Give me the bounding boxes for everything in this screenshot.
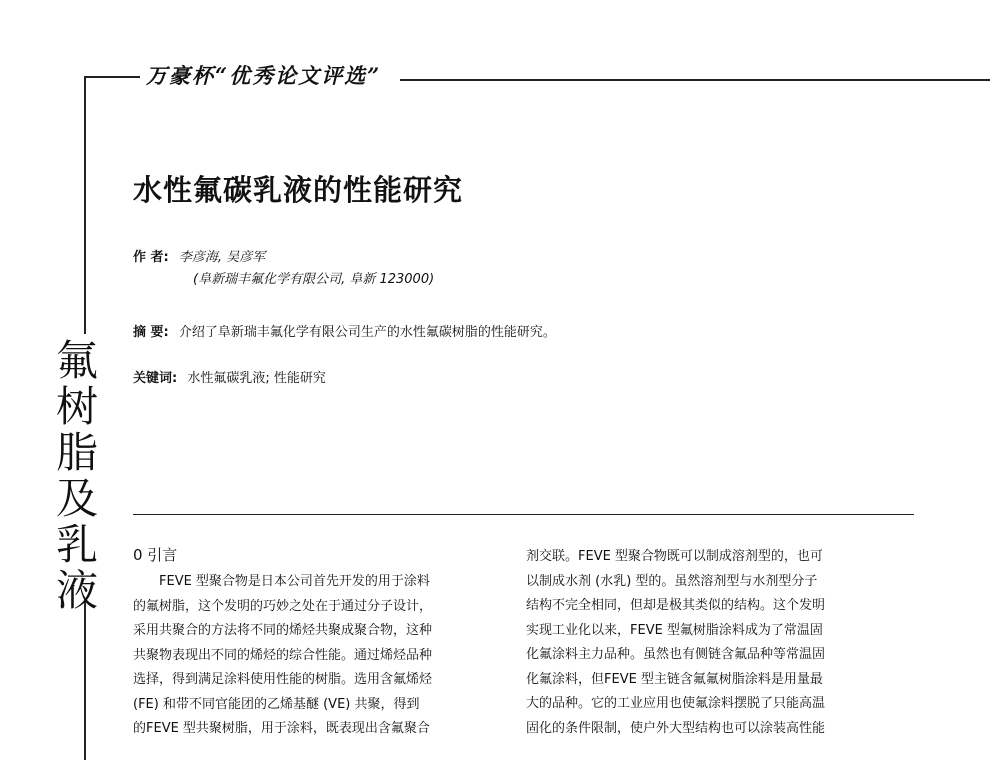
paragraph-line: 化氟涂料，但FEVE 型主链含氟氟树脂涂料是用量最 <box>526 671 823 687</box>
paragraph-line: 共聚物表现出不同的烯烃的综合性能。通过烯烃品种 <box>133 647 433 663</box>
section-divider <box>133 514 914 515</box>
paragraph-line: FEVE 型聚合物是日本公司首先开发的用于涂料 <box>133 574 430 589</box>
paragraph-line: 化氟涂料主力品种。虽然也有侧链含氟品种等常温固 <box>526 647 826 662</box>
keywords-text: 水性氟碳乳液; 性能研究 <box>187 371 326 386</box>
header-rule-left <box>84 76 140 78</box>
authors-line <box>133 249 265 267</box>
affiliation-line <box>193 271 434 289</box>
header-rule-right <box>400 79 990 81</box>
abstract-label: 摘 要: <box>133 325 169 340</box>
paragraph-line: 选择，得到满足涂料使用性能的树脂。选用含氟烯烃 <box>133 672 433 687</box>
side-char: 氟 <box>55 336 98 385</box>
paragraph-line: 结构不完全相同，但却是极其类似的结构。这个发明 <box>526 598 826 613</box>
paragraph-line: (FE) 和带不同官能团的乙烯基醚 (VE) 共聚，得到 <box>133 696 420 712</box>
paragraph-line: 以制成水剂 (水乳) 型的。虽然溶剂型与水剂型分子 <box>526 573 818 589</box>
side-char: 及 <box>55 474 98 523</box>
section-heading: 0 引言 <box>133 546 178 564</box>
paragraph-line: 固化的条件限制，使户外大型结构也可以涂装高性能 <box>526 720 826 736</box>
paragraph-line: 的FEVE 型共聚树脂，用于涂料，既表现出含氟聚合 <box>133 721 430 736</box>
right-column <box>526 545 892 741</box>
frame-left-top <box>84 76 86 334</box>
left-column <box>133 570 499 742</box>
abstract-text: 介绍了阜新瑞丰氟化学有限公司生产的水性氟碳树脂的性能研究。 <box>178 325 556 340</box>
side-char: 乳 <box>55 520 98 569</box>
article-title: 水性氟碳乳液的性能研究 <box>133 173 464 207</box>
authors: 李彦海, 吴彦军 <box>178 250 266 265</box>
frame-left-bottom <box>84 598 86 760</box>
keywords-label: 关键词: <box>133 371 178 386</box>
paragraph-line: 实现工业化以来，FEVE 型氟树脂涂料成为了常温固 <box>526 622 823 638</box>
paragraph-line: 的氟树脂，这个发明的巧妙之处在于通过分子设计， <box>133 598 433 614</box>
paragraph-line: 采用共聚合的方法将不同的烯烃共聚成聚合物，这种 <box>133 623 433 638</box>
authors-label: 作 者: <box>133 250 169 265</box>
side-label <box>52 338 102 614</box>
side-char: 脂 <box>55 428 98 477</box>
side-char: 液 <box>55 566 98 615</box>
keywords-line <box>133 370 326 388</box>
paragraph-line: 剂交联。FEVE 型聚合物既可以制成溶剂型的，也可 <box>526 549 823 564</box>
series-label: 万豪杯“优秀论文评选” <box>146 63 382 88</box>
paragraph-line: 大的品种。它的工业应用也使氟涂料摆脱了只能高温 <box>526 696 826 711</box>
affiliation: (阜新瑞丰氟化学有限公司, 阜新 123000) <box>193 272 435 287</box>
side-char: 树 <box>55 382 98 431</box>
abstract-line <box>133 324 556 342</box>
